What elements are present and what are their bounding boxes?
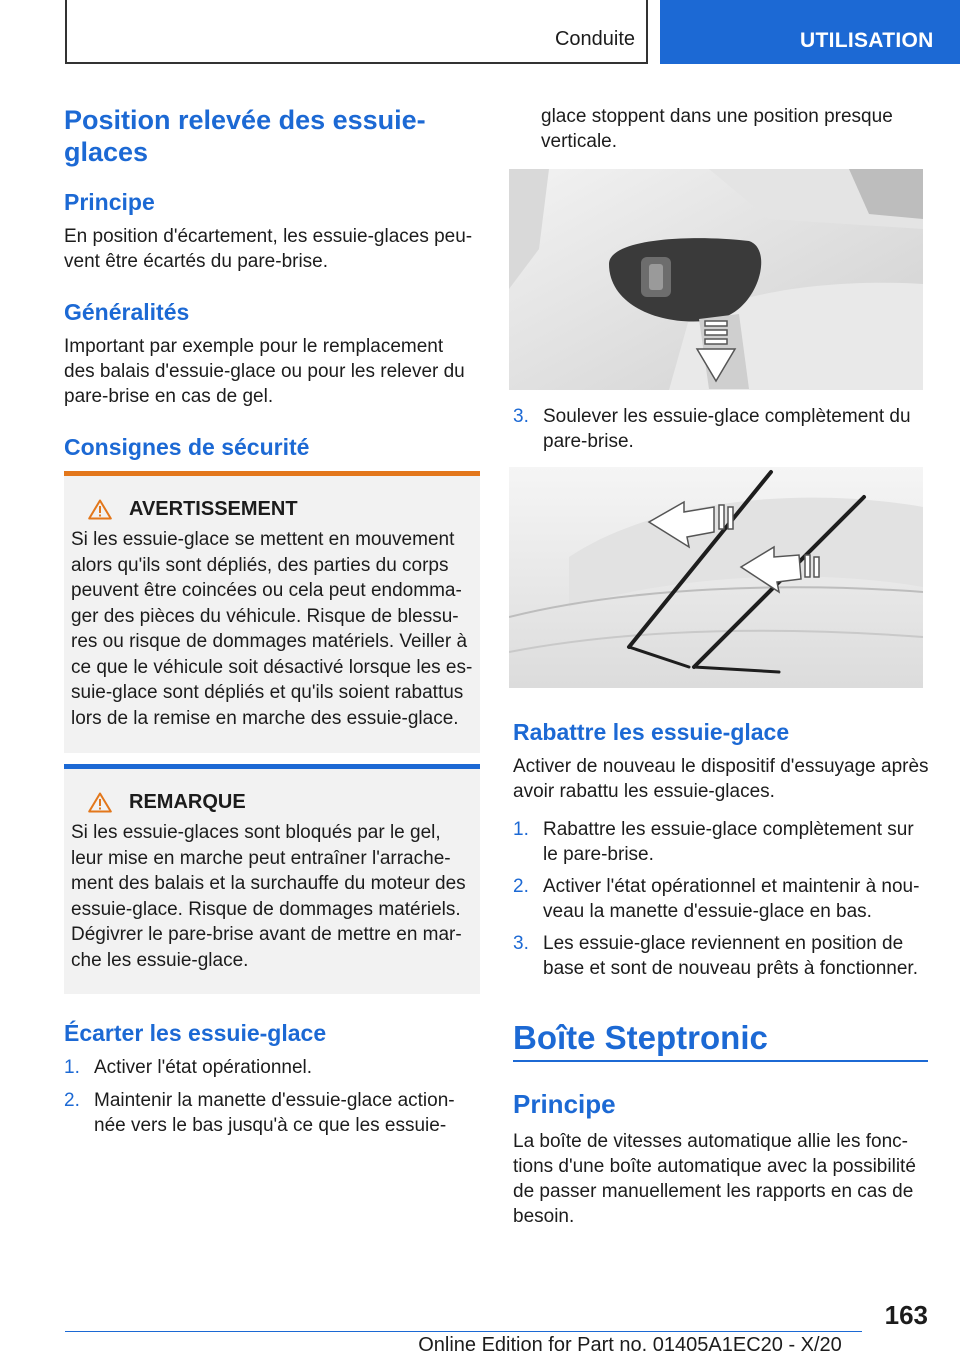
text-line: Activer l'état opérationnel. <box>94 1057 313 1078</box>
text-line: alors qu'ils sont dépliés, des parties du corps <box>71 554 449 576</box>
step-number: 1. <box>513 819 529 840</box>
text-line: Les essuie-glace reviennent en position de <box>543 933 904 954</box>
rabattre-step-3 <box>513 931 928 981</box>
note-text <box>71 820 474 973</box>
footer-rule <box>65 1331 862 1332</box>
warning-triangle-icon <box>88 499 112 520</box>
text-line: che les essuie-glace. <box>71 949 249 971</box>
text-line: Dégivrer le pare-brise avant de mettre en mar‐ <box>71 924 462 945</box>
text-line: tions d'une boîte automatique avec la possibilité <box>513 1156 916 1177</box>
text-line: Maintenir la manette d'essuie-glace action‐ <box>94 1090 455 1111</box>
text-line: ger des pièces du véhicule. Risque de blessu‐ <box>71 605 459 627</box>
text-line: glace stoppent dans une position presque <box>541 106 893 127</box>
generalites-text <box>64 334 465 409</box>
raised-wipers-drawing <box>509 467 923 688</box>
text-line: ce que le véhicule soit désactivé lorsque les es‐ <box>71 656 473 678</box>
rabattre-heading: Rabattre les essuie-glace <box>513 719 790 745</box>
ecarter-heading: Écarter les essuie-glace <box>64 1020 327 1046</box>
text-line: Rabattre les essuie-glace complètement sur <box>543 819 914 840</box>
text-line: Important par exemple pour le remplacement <box>64 336 444 357</box>
text-line: pare-brise. <box>543 431 634 452</box>
step-number: 3. <box>513 933 529 954</box>
step-number: 3. <box>513 406 529 427</box>
text-line: res ou risque de dommages matériels. Veiller à <box>71 631 468 652</box>
text-line: née vers le bas jusqu'à ce que les essuie- <box>94 1115 447 1136</box>
text-line: En position d'écartement, les essuie-glaces peu‐ <box>64 226 473 247</box>
text-line: peuvent être coincées ou cela peut endomma‐ <box>71 580 462 601</box>
warning-label: AVERTISSEMENT <box>129 498 298 520</box>
steptronic-title: Boîte Steptronic <box>513 1019 768 1056</box>
step-number: 2. <box>513 876 529 897</box>
rabattre-text <box>513 754 929 804</box>
rabattre-step-2 <box>513 874 928 924</box>
section-title-line-1: Position relevée des essuie- <box>64 105 426 135</box>
warning-text <box>71 527 474 731</box>
text-line: lors de la remise en marche des essuie-glace. <box>71 707 459 729</box>
text-line: veau la manette d'essuie-glace en bas. <box>543 901 872 922</box>
section-title <box>64 104 426 168</box>
ecarter-step-2-continuation <box>541 104 893 154</box>
ecarter-step-2 <box>64 1088 480 1138</box>
wiper-stalk-drawing <box>509 169 923 390</box>
securite-heading: Consignes de sécurité <box>64 434 310 460</box>
text-line: Si les essuie-glaces sont bloqués par le gel, <box>71 822 441 843</box>
wiper-stalk-illustration <box>509 169 923 390</box>
text-line: suie-glace sont dépliés et qu'ils soient rabattus <box>71 682 464 703</box>
text-line: Soulever les essuie-glace complètement du <box>543 406 911 427</box>
text-line: leur mise en marche peut entraîner l'arrache‐ <box>71 847 451 869</box>
principe-heading: Principe <box>64 189 155 215</box>
raised-wipers-illustration <box>509 467 923 688</box>
ecarter-step-3 <box>513 404 928 454</box>
text-line: Activer de nouveau le dispositif d'essuyage après <box>513 756 929 777</box>
footer-edition: Online Edition for Part no. 01405A1EC20 - X/20 <box>418 1334 842 1356</box>
warning-title <box>71 498 474 521</box>
title-underline <box>513 1060 928 1062</box>
text-line: le pare-brise. <box>543 844 654 865</box>
steptronic-principe-heading: Principe <box>513 1089 616 1119</box>
note-box <box>64 764 480 994</box>
ecarter-step-1 <box>64 1055 480 1080</box>
principe-text <box>64 224 472 274</box>
header-section-title: Conduite <box>554 28 635 50</box>
text-line: La boîte de vitesses automatique allie les fonc‐ <box>513 1131 909 1152</box>
warning-box <box>64 471 480 753</box>
text-line: Activer l'état opérationnel et maintenir à nou‐ <box>543 876 920 897</box>
text-line: des balais d'essuie-glace ou pour les relever du <box>64 361 465 382</box>
text-line: besoin. <box>513 1206 575 1227</box>
text-line: pare-brise en cas de gel. <box>64 386 274 407</box>
text-line: essuie-glace. Risque de dommages matériels. <box>71 898 461 920</box>
text-line: base et sont de nouveau prêts à fonctionner. <box>543 958 918 979</box>
steptronic-text <box>513 1129 916 1229</box>
step-number: 2. <box>64 1090 80 1111</box>
text-line: Si les essuie-glace se mettent en mouvement <box>71 529 455 550</box>
text-line: verticale. <box>541 131 618 152</box>
note-label: REMARQUE <box>129 791 246 813</box>
rabattre-step-1 <box>513 817 928 867</box>
section-title-line-2: glaces <box>64 137 149 167</box>
text-line: avoir rabattu les essuie-glaces. <box>513 781 775 802</box>
text-line: de passer manuellement les rapports en cas de <box>513 1181 914 1202</box>
text-line: vent être écartés du pare-brise. <box>64 251 329 272</box>
text-line: ment des balais et la surchauffe du moteur des <box>71 873 466 894</box>
page-number: 163 <box>884 1300 928 1330</box>
generalites-heading: Généralités <box>64 299 190 325</box>
header-chapter-tab: UTILISATION <box>660 0 960 64</box>
step-number: 1. <box>64 1057 80 1078</box>
caution-triangle-icon <box>88 792 112 813</box>
note-title <box>71 791 474 814</box>
